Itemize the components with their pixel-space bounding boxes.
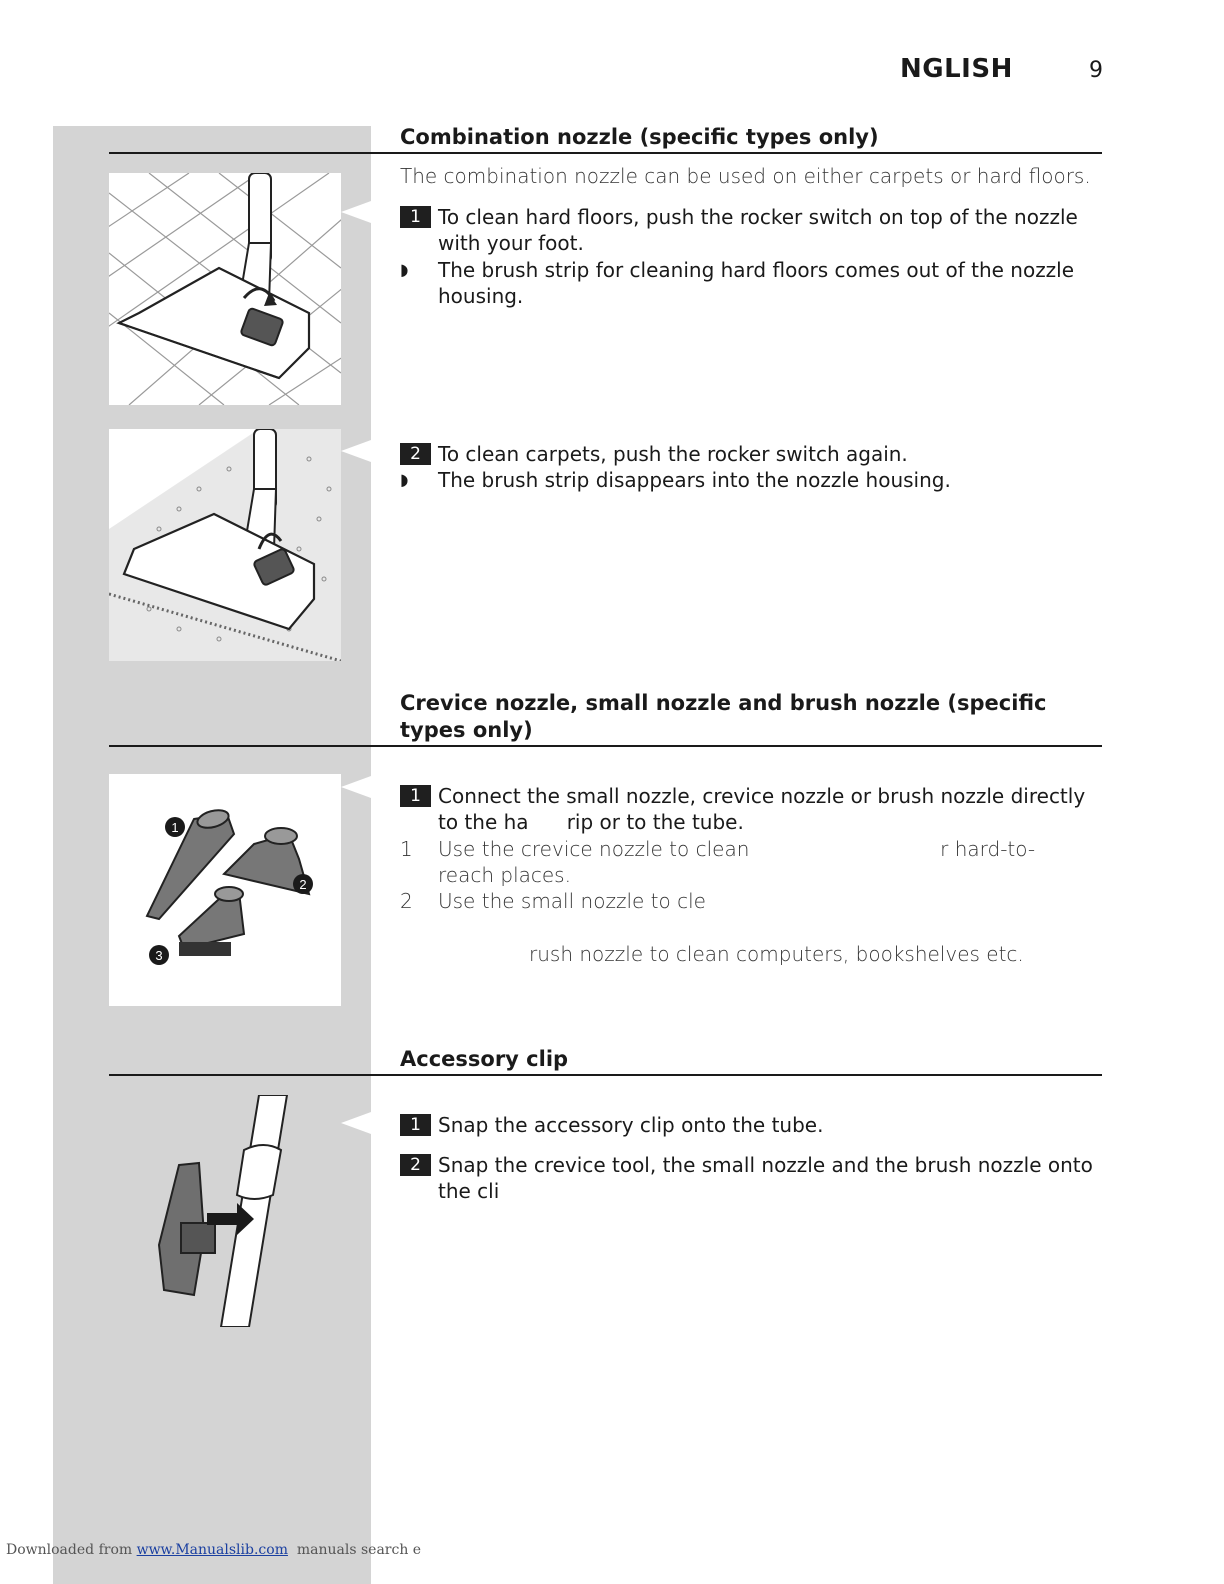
figure-pointer <box>341 776 371 798</box>
list-item-number: 2 <box>400 889 413 913</box>
accessory-clip-illustration <box>109 1095 341 1327</box>
result-marker: ◗ <box>400 260 409 279</box>
step-number-badge: 1 <box>400 785 431 807</box>
section-rule <box>109 1074 1102 1076</box>
result-text: The brush strip for cleaning hard floors comes out of the nozzle housing. <box>438 258 1075 308</box>
step-1-connect-nozzle <box>400 783 1100 835</box>
step-number-badge: 1 <box>400 206 431 228</box>
list-item-small-nozzle <box>400 888 1100 914</box>
list-item-text: Use the small nozzle to cle <box>438 889 706 913</box>
figure-pointer <box>341 201 371 223</box>
carpet-nozzle-illustration <box>109 429 341 661</box>
step-1-hard-floors <box>400 204 1100 256</box>
list-item-number: 1 <box>400 837 413 861</box>
figure-hard-floor-nozzle <box>109 173 341 405</box>
step-text: To clean carpets, push the rocker switch again. <box>438 442 908 466</box>
step-text: Snap the crevice tool, the small nozzle and the brush nozzle onto the cli <box>438 1153 1093 1203</box>
step-2-carpets <box>400 441 1100 467</box>
language-header: NGLISH <box>900 54 1013 84</box>
figure-accessory-clip <box>109 1095 341 1327</box>
manualslib-link[interactable]: www.Manualslib.com <box>136 1542 288 1558</box>
figure-carpet-nozzle <box>109 429 341 661</box>
step-number-badge: 2 <box>400 1154 431 1176</box>
page-number: 9 <box>1089 58 1103 83</box>
download-footer <box>6 1542 421 1558</box>
step-1-snap-clip <box>400 1112 1100 1138</box>
section-title-accessory-clip: Accessory clip <box>400 1047 569 1071</box>
result-bullet-brush-in <box>400 467 1100 493</box>
nozzle-set-illustration <box>109 774 341 1006</box>
figure-pointer <box>341 440 371 462</box>
list-item-text: Use the crevice nozzle to clean r hard-to-reach places. <box>438 837 1036 887</box>
figure-nozzle-set <box>109 774 341 1006</box>
section-title-crevice-nozzle: Crevice nozzle, small nozzle and brush nozzle (specific types only) <box>400 691 1047 742</box>
step-text: Connect the small nozzle, crevice nozzle or brush nozzle directly to the ha rip or to the tube. <box>438 784 1092 834</box>
section-rule <box>109 745 1102 747</box>
callout-2-label: 2 <box>299 877 307 892</box>
step-text: Snap the accessory clip onto the tube. <box>438 1113 824 1137</box>
step-number-badge: 2 <box>400 443 431 465</box>
step-number-badge: 1 <box>400 1114 431 1136</box>
result-marker: ◗ <box>400 470 409 489</box>
footer-suffix: manuals search e <box>287 1542 422 1558</box>
section-intro: The combination nozzle can be used on either carpets or hard floors. <box>400 164 1091 188</box>
hard-floor-nozzle-illustration <box>109 173 341 405</box>
figure-pointer <box>341 1112 371 1134</box>
list-item-brush-nozzle <box>529 941 1089 967</box>
section-rule <box>109 152 1102 154</box>
callout-1-label: 1 <box>171 820 179 835</box>
list-item-crevice <box>400 836 1100 888</box>
list-item-text: rush nozzle to clean computers, bookshelves etc. <box>529 942 1024 966</box>
callout-3-label: 3 <box>155 948 163 963</box>
result-bullet-brush-out <box>400 257 1100 309</box>
footer-prefix: Downloaded from <box>6 1542 137 1558</box>
step-text: To clean hard floors, push the rocker switch on top of the nozzle with your foot. <box>438 205 1078 255</box>
step-2-snap-tools <box>400 1152 1100 1204</box>
section-title-combination-nozzle: Combination nozzle (specific types only) <box>400 125 879 149</box>
result-text: The brush strip disappears into the nozzle housing. <box>438 468 951 492</box>
